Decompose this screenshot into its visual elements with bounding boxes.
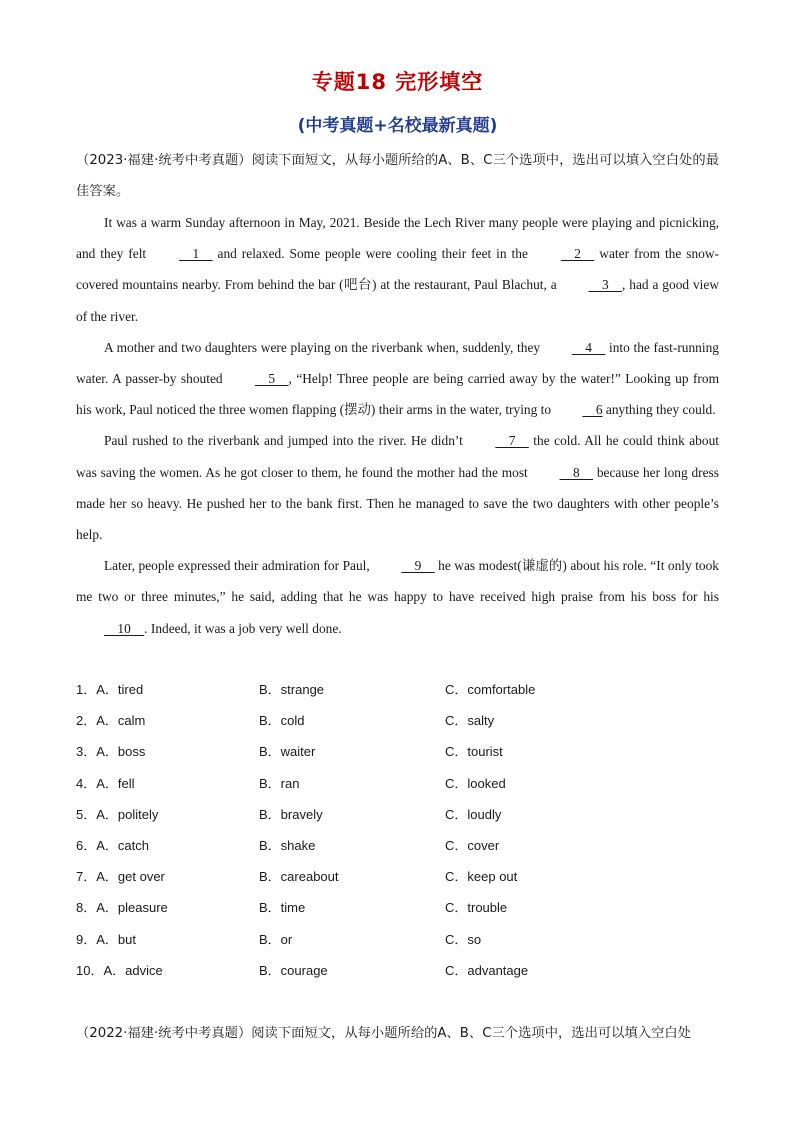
question-3-options	[76, 736, 719, 767]
question-9-options	[76, 924, 719, 955]
blank-1: 1	[179, 246, 213, 262]
option-a: 10．A．advice	[76, 962, 163, 978]
page-subtitle: (中考真题+名校最新真题)	[297, 116, 498, 136]
blank-2: 2	[560, 246, 595, 262]
question-10-options	[76, 955, 719, 986]
option-c: C．advantage	[445, 962, 529, 978]
section2-instructions: （2022·福建·统考中考真题）阅读下面短文，从每小题所给的A、B、C三个选项中，选出可以填入空白处	[76, 1026, 691, 1041]
question-6-options	[76, 830, 719, 861]
question-7-options	[76, 861, 719, 892]
option-b: B．careabout	[259, 869, 339, 885]
blank-7: 7	[495, 433, 529, 449]
passage-paragraph-1: It was a warm Sunday afternoon in May, 2021. Beside the Lech River many people were playing and picnicking, and they felt 1 and relaxed. Some people were cooling their feet in the 2 water from the snow-covered mountains nearby. From behind the bar (吧台) at the restaurant, Paul Blachut, a 3 , had a good view of the river.	[76, 215, 719, 324]
option-b: B．shake	[259, 837, 316, 853]
blank-4: 4	[571, 339, 606, 355]
question-2-options	[76, 705, 719, 736]
option-c: C．loudly	[445, 806, 502, 822]
option-a: 5．A．politely	[76, 806, 159, 822]
passage-paragraph-2: A mother and two daughters were playing on the riverbank when, suddenly, they 4 into the fast-running water. A passer-by shouted 5 , “Help! Three people are being carried away by the water!” Looking up from his work, Paul noticed the three women flapping (摆动) their arms in the water, trying to 6 anything they could.	[76, 332, 719, 426]
answer-options	[76, 674, 719, 986]
passage-paragraph-3: Paul rushed to the riverbank and jumped into the river. He didn’t 7 the cold. All he could think about was saving the women. As he got closer to them, he found the mother had the most 8 because her long dress made her so heavy. He pushed her to the bank first. Then he managed to save the two daughters with other people’s help.	[76, 425, 719, 550]
option-a: 3．A．boss	[76, 744, 146, 760]
option-b: B．time	[259, 900, 306, 916]
blank-10: 10	[104, 620, 145, 636]
option-b: B．ran	[259, 775, 300, 791]
option-c: C．looked	[445, 775, 506, 791]
question-1-options	[76, 674, 719, 705]
blank-9: 9	[401, 558, 435, 574]
option-a: 9．A．but	[76, 931, 136, 947]
option-a: 4．A．fell	[76, 775, 135, 791]
option-a: 6．A．catch	[76, 837, 149, 853]
blank-3: 3	[588, 277, 623, 293]
option-c: C．so	[445, 931, 482, 947]
passage-paragraph-4: Later, people expressed their admiration for Paul, 9 he was modest(谦虚的) about his role. “It only took me two or three minutes,” he said, adding that he was happy to have received high praise from his boss for his 10 . Indeed, it was a job very well done.	[76, 550, 719, 644]
option-c: C．salty	[445, 713, 495, 729]
blank-5: 5	[255, 371, 289, 387]
question-8-options	[76, 892, 719, 923]
blank-6: 6	[582, 402, 603, 418]
option-b: B．strange	[259, 682, 325, 697]
section1-instructions: （2023·福建·统考中考真题）阅读下面短文，从每小题所给的A、B、C三个选项中，选出可以填入空白处的最佳答案。	[76, 153, 719, 199]
option-b: B．or	[259, 931, 293, 947]
option-c: C．keep out	[445, 869, 518, 885]
option-b: B．cold	[259, 713, 305, 729]
option-a: 1．A．tired	[76, 682, 144, 697]
page-title: 专题18 完形填空	[311, 70, 484, 94]
option-b: B．bravely	[259, 806, 323, 822]
option-a: 8．A．pleasure	[76, 900, 168, 916]
option-c: C．trouble	[445, 900, 508, 916]
option-c: C．comfortable	[445, 682, 536, 697]
question-5-options	[76, 799, 719, 830]
cloze-passage	[76, 207, 719, 644]
question-4-options	[76, 768, 719, 799]
option-a: 2．A．calm	[76, 713, 146, 729]
blank-8: 8	[559, 464, 594, 480]
option-c: C．cover	[445, 837, 500, 853]
option-a: 7．A．get over	[76, 869, 165, 885]
option-c: C．tourist	[445, 744, 503, 760]
option-b: B．courage	[259, 962, 328, 978]
option-b: B．waiter	[259, 744, 316, 760]
